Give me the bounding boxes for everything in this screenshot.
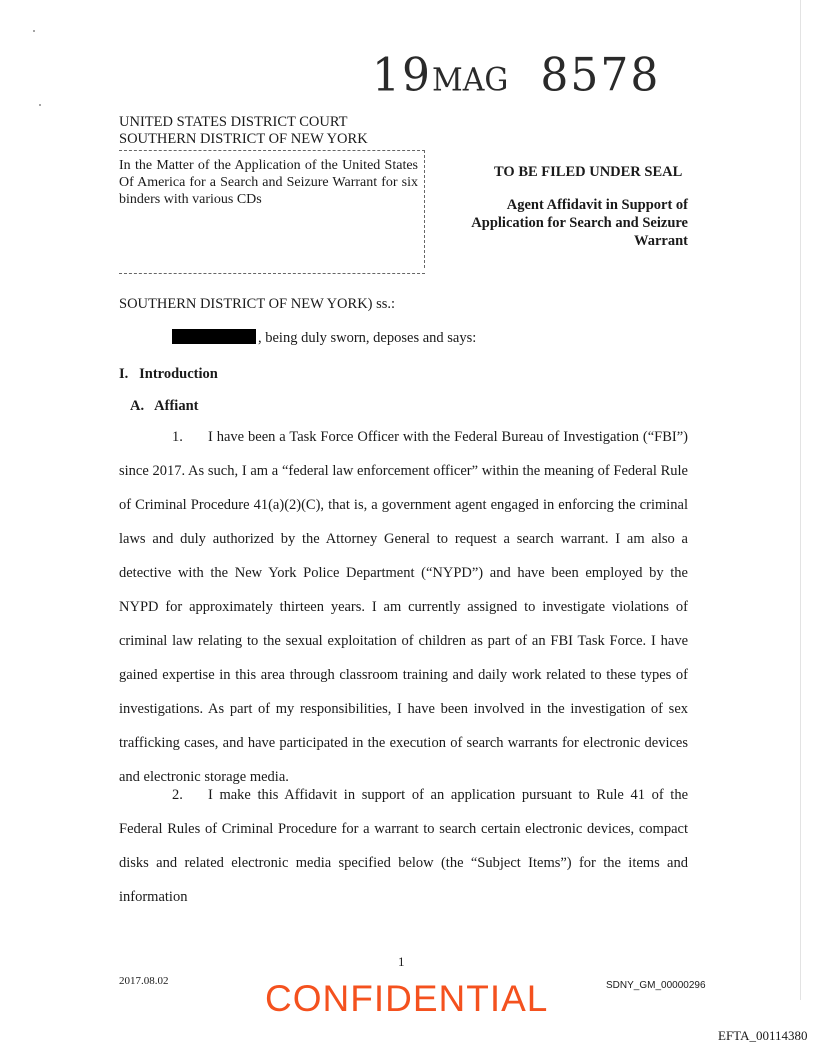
paragraph-2 <box>119 778 688 914</box>
confidential-watermark: CONFIDENTIAL <box>265 978 549 1019</box>
paragraph-number: 2. <box>172 787 183 803</box>
caption-divider <box>119 273 425 274</box>
paragraph-number: 1. <box>172 429 183 445</box>
section-heading-affiant: A. Affiant <box>130 398 199 414</box>
sealed-notice: TO BE FILED UNDER SEAL <box>494 164 683 180</box>
paragraph-1 <box>119 420 688 794</box>
date-code: 2017.08.02 <box>119 975 169 987</box>
bates-number: SDNY_GM_00000296 <box>606 980 706 991</box>
stamp-number: 8578 <box>540 48 661 103</box>
stamp-mag: MAG <box>432 62 509 100</box>
court-line-1: UNITED STATES DISTRICT COURT <box>119 114 348 130</box>
scan-speck <box>39 104 41 106</box>
scan-speck <box>33 30 35 32</box>
stamp-year: 19 <box>372 48 432 103</box>
affidavit-title: Agent Affidavit in Support of Application for Search and Seizure Warrant <box>471 197 688 249</box>
paragraph-text: I have been a Task Force Officer with the Federal Bureau of Investigation (“FBI”) since 2017. As such, I am a “federal law enforcement officer” within the meaning of Federal Rule of Criminal Procedure 41(a)(2)(C), that is, a government agent engaged in enforcing the criminal laws and duly authorized by the Attorney General to request a search warrant. I am also a detective with the New York Police Department (“NYPD”) and have been employed by the NYPD for approximately thirteen years. I am currently assigned to investigate violations of criminal law relating to the sexual exploitation of children as part of an FBI Task Force. I have gained expertise in this area through classroom training and daily work related to these types of investigations. As part of my responsibilities, I have been involved in the investigation of sex trafficking cases, and have participated in the execution of search warrants for electronic devices and electronic storage media. <box>119 429 688 785</box>
case-caption: In the Matter of the Application of the United States Of America for a Search and Seizure Warrant for six binders with various CDs <box>119 158 418 207</box>
page-number: 1 <box>398 954 405 969</box>
docket-stamp <box>372 49 660 103</box>
redaction-bar <box>172 329 256 344</box>
scan-edge-line <box>800 0 801 1000</box>
sworn-text: , being duly sworn, deposes and says: <box>258 330 477 346</box>
section-heading-introduction: I. Introduction <box>119 366 218 382</box>
case-caption-box <box>119 150 425 268</box>
sworn-statement <box>172 329 476 347</box>
venue-line: SOUTHERN DISTRICT OF NEW YORK) ss.: <box>119 296 396 312</box>
court-heading <box>119 114 368 148</box>
court-line-2: SOUTHERN DISTRICT OF NEW YORK <box>119 131 368 147</box>
paragraph-text: I make this Affidavit in support of an application pursuant to Rule 41 of the Federal Rules of Criminal Procedure for a warrant to search certain electronic devices, compact disks and related electronic media specified below (the “Subject Items”) for the items and information <box>119 787 688 905</box>
efta-number: EFTA_00114380 <box>718 1028 808 1043</box>
